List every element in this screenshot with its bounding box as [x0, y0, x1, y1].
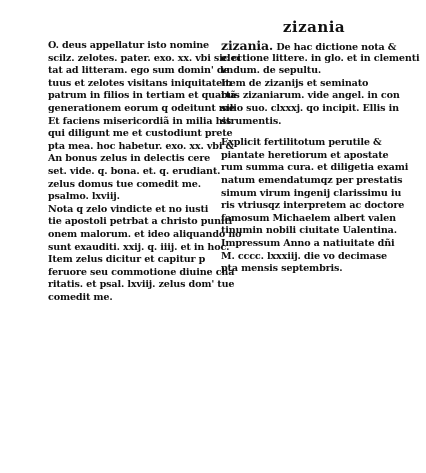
colophon-line: rum summa cura. et diligetia exami [221, 162, 409, 174]
colophon-line: tinumin nobili ciuitate Ualentina. [221, 225, 397, 237]
text-line: set. vide. q. bona. et. q. erudiant. [48, 165, 221, 177]
left-column [48, 40, 242, 304]
paragraph-gap [221, 128, 407, 137]
colophon-line: piantate heretiorum et apostate [221, 149, 389, 161]
text-line: Item de zizanijs et seminato [221, 77, 369, 89]
right-column [221, 38, 420, 276]
text-line: feruore seu commotione diuine cha [48, 266, 235, 278]
text-line: tat ad litteram. ego sum domin' de [48, 65, 230, 77]
colophon-line: natum emendatumqz per prestatis [221, 174, 403, 186]
text-line: tuus et zelotes visitans iniquitatem [48, 77, 233, 89]
text-line: Nota q zelo vindicte et no iusti [48, 203, 209, 215]
text-line: psalmo. lxviij. [48, 191, 120, 203]
text-line: pta mea. hoc habetur. exo. xx. vbi & [48, 140, 235, 152]
colophon-line: M. cccc. lxxxiij. die vo decimase [221, 250, 387, 262]
colophon-line: pta mensis septembris. [221, 263, 343, 275]
entry-headword: zizania. [221, 38, 274, 53]
text-line: qui diligunt me et custodiunt prete [48, 128, 233, 140]
text-line: O. deus appellatur isto nomine [48, 40, 210, 51]
text-line: electione littere. in glo. et in clementi [221, 52, 420, 64]
text-line: generationem eorum q odeitunt me [48, 102, 235, 114]
text-line: Item zelus dicitur et capitur p [48, 254, 206, 266]
text-line: bus zizaniarum. vide angel. in con [221, 90, 400, 102]
text-line: sunt exauditi. xxij. q. iiij. et in hoc. [48, 241, 230, 253]
colophon-line: famosum Michaelem albert valen [221, 212, 396, 224]
text-line: comedit me. [48, 291, 113, 303]
entry-text: De hac dictione nota & [276, 42, 397, 53]
text-line: onem malorum. et ideo aliquando no [48, 228, 242, 240]
colophon-line: Explicit fertilitotum perutile & [221, 137, 382, 149]
text-line: zelus domus tue comedit me. [48, 178, 201, 190]
text-line: patrum in filios in tertiam et quartã [48, 90, 237, 102]
running-head: zizania [282, 18, 346, 36]
text-line: An bonus zelus in delectis cere [48, 153, 211, 165]
text-line: Et faciens misericordiã in milia his [48, 115, 232, 127]
colophon-line: Impressum Anno a natiuitate dñi [221, 237, 395, 249]
colophon-line: ris vtriusqz interpretem ac doctore [221, 200, 405, 212]
text-line [221, 40, 407, 53]
colophon-line: simum virum ingenij clarissimu iu [221, 187, 402, 199]
text-line: strumentis. [221, 115, 282, 127]
text-line: ritatis. et psal. lxviij. zelus dom' tue [48, 279, 235, 291]
text-line: silio suo. clxxxj. qo incipit. Ellis in [221, 102, 399, 114]
text-line: tie apostoli petrbat a christo puniti [48, 216, 233, 228]
text-line: vndum. de sepultu. [221, 65, 322, 77]
text-line: scilz. zelotes. pater. exo. xx. vbi sic ci [48, 52, 241, 64]
